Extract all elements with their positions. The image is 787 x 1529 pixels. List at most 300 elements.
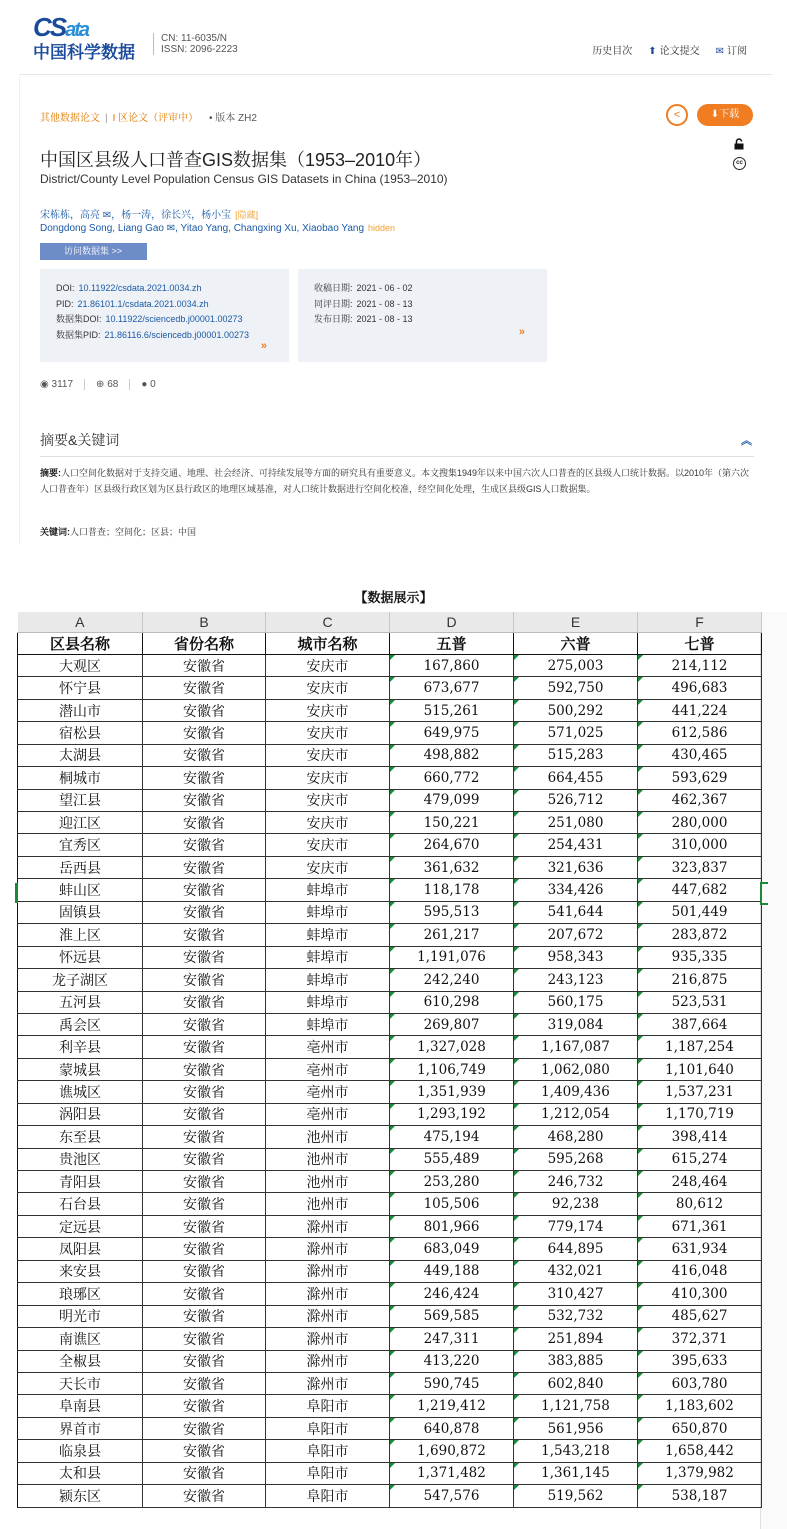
number-cell[interactable]: 246,424 <box>390 1283 514 1305</box>
number-cell[interactable]: 430,465 <box>638 744 762 766</box>
number-cell[interactable]: 523,531 <box>638 991 762 1013</box>
text-cell[interactable]: 南谯区 <box>18 1328 143 1350</box>
text-cell[interactable]: 安徽省 <box>143 654 266 676</box>
number-cell[interactable]: 515,283 <box>514 744 638 766</box>
number-cell[interactable]: 526,712 <box>514 789 638 811</box>
text-cell[interactable]: 安徽省 <box>143 1171 266 1193</box>
header-cell[interactable]: 七普 <box>638 632 762 654</box>
text-cell[interactable]: 阜阳市 <box>266 1395 390 1417</box>
text-cell[interactable]: 安庆市 <box>266 744 390 766</box>
text-cell[interactable]: 滁州市 <box>266 1350 390 1372</box>
number-cell[interactable]: 413,220 <box>390 1350 514 1372</box>
author-list-en[interactable]: Dongdong Song, Liang Gao ✉, Yitao Yang, Changxing Xu, Xiaobao Yang <box>40 223 364 234</box>
text-cell[interactable]: 安徽省 <box>143 722 266 744</box>
number-cell[interactable]: 310,427 <box>514 1283 638 1305</box>
text-cell[interactable]: 安徽省 <box>143 1126 266 1148</box>
number-cell[interactable]: 321,636 <box>514 856 638 878</box>
number-cell[interactable]: 501,449 <box>638 901 762 923</box>
number-cell[interactable]: 603,780 <box>638 1372 762 1394</box>
text-cell[interactable]: 界首市 <box>18 1417 143 1439</box>
text-cell[interactable]: 安徽省 <box>143 1395 266 1417</box>
text-cell[interactable]: 大观区 <box>18 654 143 676</box>
visit-dataset-button[interactable]: 访问数据集 >> <box>40 243 147 260</box>
text-cell[interactable]: 安庆市 <box>266 789 390 811</box>
column-letter[interactable]: E <box>514 612 638 632</box>
nav-subscribe[interactable]: ✉ 订阅 <box>715 46 747 57</box>
text-cell[interactable]: 石台县 <box>18 1193 143 1215</box>
number-cell[interactable]: 660,772 <box>390 767 514 789</box>
number-cell[interactable]: 1,219,412 <box>390 1395 514 1417</box>
number-cell[interactable]: 555,489 <box>390 1148 514 1170</box>
article-title-en: District/County Level Population Census GIS Datasets in China (1953–2010) <box>40 172 448 186</box>
number-cell[interactable]: 541,644 <box>514 901 638 923</box>
number-cell[interactable]: 595,268 <box>514 1148 638 1170</box>
downloads-stat: ⊕ 68 <box>84 379 129 390</box>
text-cell[interactable]: 利辛县 <box>18 1036 143 1058</box>
table-row <box>18 1260 762 1282</box>
number-cell[interactable]: 468,280 <box>514 1126 638 1148</box>
number-cell[interactable]: 361,632 <box>390 856 514 878</box>
number-cell[interactable]: 561,956 <box>514 1417 638 1439</box>
journal-ids <box>153 33 238 55</box>
text-cell[interactable]: 安徽省 <box>143 1238 266 1260</box>
text-cell[interactable]: 安庆市 <box>266 812 390 834</box>
text-cell[interactable]: 宜秀区 <box>18 834 143 856</box>
text-cell[interactable]: 岳西县 <box>18 856 143 878</box>
number-cell[interactable]: 283,872 <box>638 924 762 946</box>
table-row <box>18 856 762 878</box>
table-row <box>18 879 762 901</box>
number-cell[interactable]: 105,506 <box>390 1193 514 1215</box>
table-row <box>18 1440 762 1462</box>
column-letter[interactable]: C <box>266 612 390 632</box>
text-cell[interactable]: 亳州市 <box>266 1081 390 1103</box>
text-cell[interactable]: 怀宁县 <box>18 677 143 699</box>
number-cell[interactable]: 631,934 <box>638 1238 762 1260</box>
text-cell[interactable]: 安徽省 <box>143 1283 266 1305</box>
number-cell[interactable]: 275,003 <box>514 654 638 676</box>
crumb-type[interactable]: 其他数据论文 <box>40 113 100 124</box>
number-cell[interactable]: 248,464 <box>638 1171 762 1193</box>
text-cell[interactable]: 安徽省 <box>143 1328 266 1350</box>
text-cell[interactable]: 太湖县 <box>18 744 143 766</box>
number-cell[interactable]: 498,882 <box>390 744 514 766</box>
number-cell[interactable]: 243,123 <box>514 969 638 991</box>
share-button[interactable] <box>666 104 688 126</box>
text-cell[interactable]: 安徽省 <box>143 856 266 878</box>
number-cell[interactable]: 1,379,982 <box>638 1462 762 1484</box>
text-cell[interactable]: 颍东区 <box>18 1485 143 1507</box>
text-cell[interactable]: 安徽省 <box>143 1350 266 1372</box>
number-cell[interactable]: 214,112 <box>638 654 762 676</box>
number-cell[interactable]: 569,585 <box>390 1305 514 1327</box>
text-cell[interactable]: 迎江区 <box>18 812 143 834</box>
dataset-pid-row: 数据集PID: 21.86116.6/sciencedb.j00001.00273 <box>56 329 249 340</box>
table-row <box>18 991 762 1013</box>
text-cell[interactable]: 滁州市 <box>266 1305 390 1327</box>
row-selection-marker <box>15 883 18 903</box>
number-cell[interactable]: 650,870 <box>638 1417 762 1439</box>
number-cell[interactable]: 538,187 <box>638 1485 762 1507</box>
number-cell[interactable]: 251,080 <box>514 812 638 834</box>
text-cell[interactable]: 安徽省 <box>143 1081 266 1103</box>
crumb-status[interactable]: I 区论文（评审中） <box>112 113 199 124</box>
expand-ids-icon[interactable]: » <box>260 339 267 352</box>
number-cell[interactable]: 1,062,080 <box>514 1058 638 1080</box>
table-row <box>18 1283 762 1305</box>
number-cell[interactable]: 779,174 <box>514 1215 638 1237</box>
text-cell[interactable]: 蚌埠市 <box>266 1013 390 1035</box>
hidden-tag-cn[interactable]: [隐藏] <box>235 210 259 220</box>
table-row <box>18 812 762 834</box>
number-cell[interactable]: 1,327,028 <box>390 1036 514 1058</box>
hidden-tag-en[interactable]: hidden <box>368 223 396 233</box>
number-cell[interactable]: 519,562 <box>514 1485 638 1507</box>
eye-icon: ◉ <box>40 379 52 390</box>
text-cell[interactable]: 贵池区 <box>18 1148 143 1170</box>
text-cell[interactable]: 固镇县 <box>18 901 143 923</box>
number-cell[interactable]: 310,000 <box>638 834 762 856</box>
number-cell[interactable]: 118,178 <box>390 879 514 901</box>
number-cell[interactable]: 432,021 <box>514 1260 638 1282</box>
text-cell[interactable]: 安庆市 <box>266 654 390 676</box>
number-cell[interactable]: 1,658,442 <box>638 1440 762 1462</box>
number-cell[interactable]: 1,361,145 <box>514 1462 638 1484</box>
text-cell[interactable]: 池州市 <box>266 1126 390 1148</box>
text-cell[interactable]: 安徽省 <box>143 1148 266 1170</box>
number-cell[interactable]: 610,298 <box>390 991 514 1013</box>
number-cell[interactable]: 247,311 <box>390 1328 514 1350</box>
number-cell[interactable]: 254,431 <box>514 834 638 856</box>
article-stats <box>40 379 167 390</box>
number-cell[interactable]: 269,807 <box>390 1013 514 1035</box>
number-cell[interactable]: 261,217 <box>390 924 514 946</box>
text-cell[interactable]: 来安县 <box>18 1260 143 1282</box>
text-cell[interactable]: 安徽省 <box>143 1417 266 1439</box>
number-cell[interactable]: 1,183,602 <box>638 1395 762 1417</box>
column-letter[interactable]: D <box>390 612 514 632</box>
text-cell[interactable]: 安徽省 <box>143 767 266 789</box>
expand-dates-icon[interactable]: » <box>518 325 525 338</box>
number-cell[interactable]: 246,732 <box>514 1171 638 1193</box>
text-cell[interactable]: 天长市 <box>18 1372 143 1394</box>
number-cell[interactable]: 251,894 <box>514 1328 638 1350</box>
text-cell[interactable]: 滁州市 <box>266 1372 390 1394</box>
number-cell[interactable]: 485,627 <box>638 1305 762 1327</box>
text-cell[interactable]: 安徽省 <box>143 699 266 721</box>
column-letter[interactable]: B <box>143 612 266 632</box>
column-letter[interactable]: A <box>18 612 143 632</box>
number-cell[interactable]: 207,672 <box>514 924 638 946</box>
number-cell[interactable]: 449,188 <box>390 1260 514 1282</box>
text-cell[interactable]: 怀远县 <box>18 946 143 968</box>
number-cell[interactable]: 398,414 <box>638 1126 762 1148</box>
text-cell[interactable]: 蚌埠市 <box>266 924 390 946</box>
text-cell[interactable]: 望江县 <box>18 789 143 811</box>
text-cell[interactable]: 安徽省 <box>143 1305 266 1327</box>
text-cell[interactable]: 安庆市 <box>266 834 390 856</box>
number-cell[interactable]: 323,837 <box>638 856 762 878</box>
cell-selection-marker <box>760 882 768 905</box>
number-cell[interactable]: 595,513 <box>390 901 514 923</box>
column-letter[interactable]: F <box>638 612 762 632</box>
table-row <box>18 1171 762 1193</box>
text-cell[interactable]: 安徽省 <box>143 744 266 766</box>
number-cell[interactable]: 1,167,087 <box>514 1036 638 1058</box>
number-cell[interactable]: 1,371,482 <box>390 1462 514 1484</box>
number-cell[interactable]: 1,212,054 <box>514 1103 638 1125</box>
text-cell[interactable]: 滁州市 <box>266 1328 390 1350</box>
text-cell[interactable]: 安徽省 <box>143 1372 266 1394</box>
text-cell[interactable]: 安徽省 <box>143 946 266 968</box>
number-cell[interactable]: 280,000 <box>638 812 762 834</box>
number-cell[interactable]: 935,335 <box>638 946 762 968</box>
text-cell[interactable]: 潜山市 <box>18 699 143 721</box>
text-cell[interactable]: 安徽省 <box>143 1103 266 1125</box>
number-cell[interactable]: 395,633 <box>638 1350 762 1372</box>
text-cell[interactable]: 桐城市 <box>18 767 143 789</box>
dataset-pid-link[interactable]: 21.86116.6/sciencedb.j00001.00273 <box>104 329 249 340</box>
download-button[interactable]: ⬇下载 <box>697 104 753 126</box>
text-cell[interactable]: 蚌埠市 <box>266 901 390 923</box>
number-cell[interactable]: 167,860 <box>390 654 514 676</box>
keywords: 关键词:人口普查；空间化；区县；中国 <box>40 527 197 537</box>
text-cell[interactable]: 亳州市 <box>266 1103 390 1125</box>
number-cell[interactable]: 1,121,758 <box>514 1395 638 1417</box>
text-cell[interactable]: 东至县 <box>18 1126 143 1148</box>
table-row <box>18 722 762 744</box>
number-cell[interactable]: 592,750 <box>514 677 638 699</box>
number-cell[interactable]: 462,367 <box>638 789 762 811</box>
number-cell[interactable]: 958,343 <box>514 946 638 968</box>
number-cell[interactable]: 649,975 <box>390 722 514 744</box>
number-cell[interactable]: 644,895 <box>514 1238 638 1260</box>
text-cell[interactable]: 蚌山区 <box>18 879 143 901</box>
collapse-chevron-icon[interactable]: ︽ <box>741 435 752 447</box>
text-cell[interactable]: 龙子湖区 <box>18 969 143 991</box>
number-cell[interactable]: 1,351,939 <box>390 1081 514 1103</box>
text-cell[interactable]: 安徽省 <box>143 1485 266 1507</box>
text-cell[interactable]: 凤阳县 <box>18 1238 143 1260</box>
text-cell[interactable]: 太和县 <box>18 1462 143 1484</box>
text-cell[interactable]: 安徽省 <box>143 991 266 1013</box>
text-cell[interactable]: 安徽省 <box>143 812 266 834</box>
number-cell[interactable]: 560,175 <box>514 991 638 1013</box>
number-cell[interactable]: 479,099 <box>390 789 514 811</box>
number-cell[interactable]: 80,612 <box>638 1193 762 1215</box>
number-cell[interactable]: 496,683 <box>638 677 762 699</box>
header-cell[interactable]: 六普 <box>514 632 638 654</box>
text-cell[interactable]: 蚌埠市 <box>266 969 390 991</box>
text-cell[interactable]: 安徽省 <box>143 1440 266 1462</box>
text-cell[interactable]: 滁州市 <box>266 1283 390 1305</box>
text-cell[interactable]: 滁州市 <box>266 1238 390 1260</box>
number-cell[interactable]: 683,049 <box>390 1238 514 1260</box>
text-cell[interactable]: 安徽省 <box>143 1462 266 1484</box>
nav-submit[interactable]: ⬆ 论文提交 <box>648 46 700 57</box>
text-cell[interactable]: 蚌埠市 <box>266 946 390 968</box>
text-cell[interactable]: 安徽省 <box>143 924 266 946</box>
number-cell[interactable]: 264,670 <box>390 834 514 856</box>
site-logo[interactable] <box>33 12 143 60</box>
number-cell[interactable]: 150,221 <box>390 812 514 834</box>
text-cell[interactable]: 蒙城县 <box>18 1058 143 1080</box>
text-cell[interactable]: 亳州市 <box>266 1058 390 1080</box>
table-row <box>18 1081 762 1103</box>
text-cell[interactable]: 淮上区 <box>18 924 143 946</box>
number-cell[interactable]: 1,543,218 <box>514 1440 638 1462</box>
cc-license-icon: cc <box>733 157 746 170</box>
text-cell[interactable]: 定远县 <box>18 1215 143 1237</box>
text-cell[interactable]: 谯城区 <box>18 1081 143 1103</box>
table-row <box>18 1215 762 1237</box>
number-cell[interactable]: 515,261 <box>390 699 514 721</box>
table-row <box>18 1238 762 1260</box>
text-cell[interactable]: 安徽省 <box>143 1013 266 1035</box>
text-cell[interactable]: 安庆市 <box>266 699 390 721</box>
text-cell[interactable]: 安徽省 <box>143 901 266 923</box>
text-cell[interactable]: 阜阳市 <box>266 1440 390 1462</box>
number-cell[interactable]: 410,300 <box>638 1283 762 1305</box>
number-cell[interactable]: 383,885 <box>514 1350 638 1372</box>
text-cell[interactable]: 琅琊区 <box>18 1283 143 1305</box>
text-cell[interactable]: 全椒县 <box>18 1350 143 1372</box>
number-cell[interactable]: 1,191,076 <box>390 946 514 968</box>
number-cell[interactable]: 92,238 <box>514 1193 638 1215</box>
table-row <box>18 1305 762 1327</box>
text-cell[interactable]: 池州市 <box>266 1171 390 1193</box>
text-cell[interactable]: 安徽省 <box>143 677 266 699</box>
authors-en <box>40 223 395 234</box>
text-cell[interactable]: 安庆市 <box>266 677 390 699</box>
text-cell[interactable]: 安庆市 <box>266 722 390 744</box>
text-cell[interactable]: 阜阳市 <box>266 1417 390 1439</box>
text-cell[interactable]: 阜南县 <box>18 1395 143 1417</box>
text-cell[interactable]: 禹会区 <box>18 1013 143 1035</box>
left-border <box>19 75 20 545</box>
text-cell[interactable]: 青阳县 <box>18 1171 143 1193</box>
number-cell[interactable]: 500,292 <box>514 699 638 721</box>
table-row <box>18 1485 762 1507</box>
number-cell[interactable]: 671,361 <box>638 1215 762 1237</box>
number-cell[interactable]: 319,084 <box>514 1013 638 1035</box>
table-row <box>18 969 762 991</box>
number-cell[interactable]: 590,745 <box>390 1372 514 1394</box>
text-cell[interactable]: 蚌埠市 <box>266 991 390 1013</box>
text-cell[interactable]: 阜阳市 <box>266 1462 390 1484</box>
text-cell[interactable]: 蚌埠市 <box>266 879 390 901</box>
number-cell[interactable]: 387,664 <box>638 1013 762 1035</box>
number-cell[interactable]: 1,187,254 <box>638 1036 762 1058</box>
logo-text: 中国科学数据 <box>33 43 135 62</box>
number-cell[interactable]: 612,586 <box>638 722 762 744</box>
header-cell[interactable]: 五普 <box>390 632 514 654</box>
number-cell[interactable]: 640,878 <box>390 1417 514 1439</box>
text-cell[interactable]: 池州市 <box>266 1148 390 1170</box>
author-list-cn[interactable]: 宋栋栋，高亮 ✉，杨一涛，徐长兴，杨小宝 <box>40 210 232 221</box>
nav-history[interactable]: 历史目次 <box>592 46 633 57</box>
text-cell[interactable]: 宿松县 <box>18 722 143 744</box>
number-cell[interactable]: 441,224 <box>638 699 762 721</box>
number-cell[interactable]: 615,274 <box>638 1148 762 1170</box>
text-cell[interactable]: 亳州市 <box>266 1036 390 1058</box>
number-cell[interactable]: 664,455 <box>514 767 638 789</box>
text-cell[interactable]: 安庆市 <box>266 856 390 878</box>
views-stat: ◉ 3117 <box>40 379 74 390</box>
number-cell[interactable]: 532,732 <box>514 1305 638 1327</box>
number-cell[interactable]: 475,194 <box>390 1126 514 1148</box>
text-cell[interactable]: 涡阳县 <box>18 1103 143 1125</box>
text-cell[interactable]: 安徽省 <box>143 834 266 856</box>
number-cell[interactable]: 1,170,719 <box>638 1103 762 1125</box>
header-cell[interactable]: 省份名称 <box>143 632 266 654</box>
number-cell[interactable]: 1,690,872 <box>390 1440 514 1462</box>
pid-link[interactable]: 21.86101.1/csdata.2021.0034.zh <box>77 298 209 309</box>
text-cell[interactable]: 池州市 <box>266 1193 390 1215</box>
number-cell[interactable]: 673,677 <box>390 677 514 699</box>
number-cell[interactable]: 334,426 <box>514 879 638 901</box>
text-cell[interactable]: 安徽省 <box>143 1215 266 1237</box>
issn-number: ISSN: 2096-2223 <box>161 44 238 55</box>
number-cell[interactable]: 253,280 <box>390 1171 514 1193</box>
text-cell[interactable]: 滁州市 <box>266 1260 390 1282</box>
dates-box <box>298 269 547 362</box>
number-cell[interactable]: 372,371 <box>638 1328 762 1350</box>
text-cell[interactable]: 安徽省 <box>143 1058 266 1080</box>
table-row <box>18 744 762 766</box>
number-cell[interactable]: 547,576 <box>390 1485 514 1507</box>
number-cell[interactable]: 416,048 <box>638 1260 762 1282</box>
doi-link[interactable]: 10.11922/csdata.2021.0034.zh <box>78 283 202 293</box>
number-cell[interactable]: 602,840 <box>514 1372 638 1394</box>
text-cell[interactable]: 阜阳市 <box>266 1485 390 1507</box>
number-cell[interactable]: 1,293,192 <box>390 1103 514 1125</box>
number-cell[interactable]: 1,537,231 <box>638 1081 762 1103</box>
text-cell[interactable]: 五河县 <box>18 991 143 1013</box>
table-row <box>18 1036 762 1058</box>
comment-icon: ● <box>141 379 151 390</box>
number-cell[interactable]: 1,101,640 <box>638 1058 762 1080</box>
text-cell[interactable]: 安徽省 <box>143 969 266 991</box>
number-cell[interactable]: 242,240 <box>390 969 514 991</box>
data-table <box>17 612 762 1508</box>
text-cell[interactable]: 安徽省 <box>143 1193 266 1215</box>
text-cell[interactable]: 安徽省 <box>143 1036 266 1058</box>
text-cell[interactable]: 明光市 <box>18 1305 143 1327</box>
text-cell[interactable]: 临泉县 <box>18 1440 143 1462</box>
number-cell[interactable]: 1,409,436 <box>514 1081 638 1103</box>
table-row <box>18 1395 762 1417</box>
header-cell[interactable]: 城市名称 <box>266 632 390 654</box>
text-cell[interactable]: 安庆市 <box>266 767 390 789</box>
number-cell[interactable]: 801,966 <box>390 1215 514 1237</box>
text-cell[interactable]: 安徽省 <box>143 879 266 901</box>
number-cell[interactable]: 447,682 <box>638 879 762 901</box>
table-row <box>18 1193 762 1215</box>
number-cell[interactable]: 571,025 <box>514 722 638 744</box>
section-divider <box>40 456 754 457</box>
text-cell[interactable]: 滁州市 <box>266 1215 390 1237</box>
text-cell[interactable]: 安徽省 <box>143 1260 266 1282</box>
number-cell[interactable]: 216,875 <box>638 969 762 991</box>
dataset-doi-link[interactable]: 10.11922/sciencedb.j00001.00273 <box>105 314 243 324</box>
text-cell[interactable]: 安徽省 <box>143 789 266 811</box>
number-cell[interactable]: 593,629 <box>638 767 762 789</box>
top-header <box>0 0 787 74</box>
table-row <box>18 1013 762 1035</box>
header-cell[interactable]: 区县名称 <box>18 632 143 654</box>
number-cell[interactable]: 1,106,749 <box>390 1058 514 1080</box>
